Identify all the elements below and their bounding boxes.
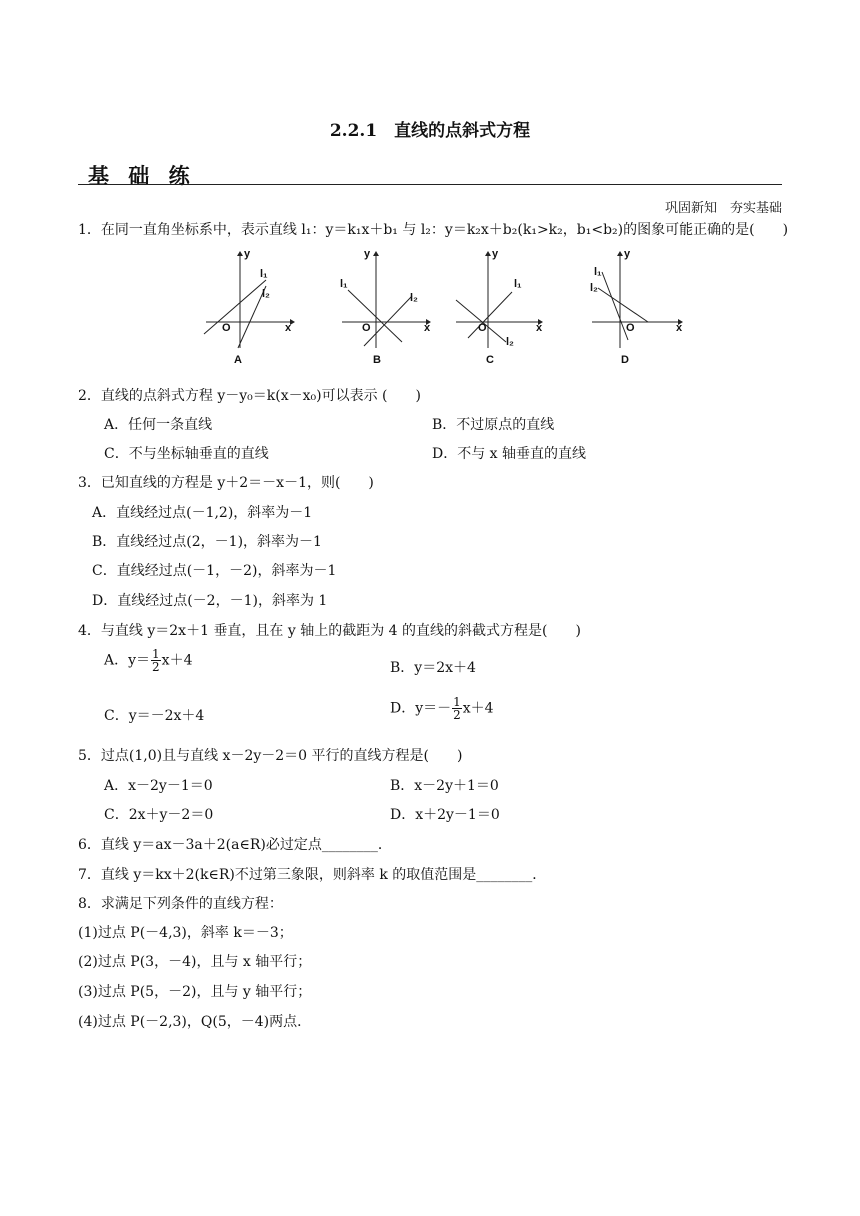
question-1: 1．在同一直角坐标系中，表示直线 l₁：y＝k₁x＋b₁ 与 l₂：y＝k₂x＋b₂(k₁>k₂，b₁<b₂)的图象可能正确的是( ) (78, 222, 789, 238)
question-4-option-c: C．y＝－2x＋4 (104, 708, 205, 724)
q4-d-prefix: D．y＝－ (390, 700, 452, 717)
question-2-option-a: A．任何一条直线 (104, 417, 213, 433)
graph-c-x-label: x (536, 322, 543, 334)
question-5-option-d: D．x＋2y－1＝0 (390, 807, 500, 823)
question-3-option-d: D．直线经过点(－2，－1)，斜率为 1 (92, 593, 328, 609)
question-5-option-a: A．x－2y－1＝0 (104, 778, 213, 794)
graph-d-l1: l₁ (594, 266, 602, 278)
question-2-option-d: D．不与 x 轴垂直的直线 (432, 446, 587, 462)
graph-d (588, 250, 688, 368)
graph-d-x-label: x (676, 322, 683, 334)
graph-a-x-label: x (285, 322, 292, 334)
graph-b-plot (336, 250, 436, 350)
question-8-part-3: (3)过点 P(5，－2)，且与 y 轴平行； (78, 984, 312, 1000)
question-4: 4．与直线 y＝2x＋1 垂直，且在 y 轴上的截距为 4 的直线的斜截式方程是( ) (78, 623, 581, 639)
graph-a-label: A (234, 354, 242, 366)
question-8-part-4: (4)过点 P(－2,3)，Q(5，－4)两点． (78, 1014, 312, 1030)
graph-c-label: C (486, 354, 494, 366)
question-4-option-b: B．y＝2x＋4 (390, 660, 476, 676)
graph-d-y-label: y (624, 248, 631, 260)
graph-b-y-label: y (364, 248, 371, 260)
q4-a-prefix: A．y＝ (104, 652, 151, 669)
graph-c-plot (452, 250, 552, 350)
graph-b-l2: l₂ (410, 292, 418, 304)
graph-d-l2: l₂ (590, 282, 598, 294)
question-5: 5．过点(1,0)且与直线 x－2y－2＝0 平行的直线方程是( ) (78, 748, 463, 764)
question-8-part-1: (1)过点 P(－4,3)，斜率 k＝－3； (78, 925, 293, 941)
question-4-option-a (104, 648, 192, 673)
graph-a (196, 250, 296, 368)
graph-c-l2: l₂ (506, 336, 514, 348)
graph-c-y-label: y (492, 248, 499, 260)
question-3-option-a: A．直线经过点(－1,2)，斜率为－1 (92, 505, 313, 521)
graph-c-origin: O (478, 322, 487, 334)
question-3: 3．已知直线的方程是 y＋2＝－x－1，则( ) (78, 475, 374, 491)
graph-c-l1: l₁ (514, 278, 522, 290)
q4-d-denominator: 2 (453, 708, 461, 722)
graph-a-origin: O (222, 322, 231, 334)
graph-c (452, 250, 552, 368)
graph-d-plot (588, 250, 688, 350)
q4-a-denominator: 2 (152, 660, 160, 674)
section-divider (78, 184, 782, 185)
graph-b-origin: O (362, 322, 371, 334)
q4-a-numerator: 1 (152, 647, 160, 661)
graph-d-label: D (621, 354, 629, 366)
question-5-option-b: B．x－2y＋1＝0 (390, 778, 499, 794)
question-3-option-c: C．直线经过点(－1，－2)，斜率为－1 (92, 563, 337, 579)
graph-b (336, 250, 436, 368)
q4-a-fraction (151, 648, 161, 673)
question-3-option-b: B．直线经过点(2，－1)，斜率为－1 (92, 534, 322, 550)
question-5-option-c: C．2x＋y－2＝0 (104, 807, 214, 823)
graph-a-y-label: y (244, 248, 251, 260)
graph-d-origin: O (626, 322, 635, 334)
question-8-part-2: (2)过点 P(3，－4)，且与 x 轴平行； (78, 954, 312, 970)
q4-d-suffix: x＋4 (462, 700, 494, 717)
graph-a-l2: l₂ (262, 288, 270, 300)
q4-d-fraction (452, 696, 462, 721)
page-title: 2.2.1 直线的点斜式方程 (329, 121, 531, 141)
section-heading: 基 础 练 (88, 164, 196, 188)
q4-a-suffix: x＋4 (161, 652, 193, 669)
question-2-option-b: B．不过原点的直线 (432, 417, 555, 433)
q4-d-numerator: 1 (453, 695, 461, 709)
section-tagline: 巩固新知 夯实基础 (664, 201, 782, 216)
question-7: 7．直线 y＝kx＋2(k∈R)不过第三象限，则斜率 k 的取值范围是________． (78, 867, 547, 883)
question-6: 6．直线 y＝ax－3a＋2(a∈R)必过定点________． (78, 837, 392, 853)
graph-b-label: B (373, 354, 381, 366)
graph-a-plot (196, 250, 296, 350)
question-4-option-d (390, 696, 494, 721)
question-2: 2．直线的点斜式方程 y－y₀＝k(x－x₀)可以表示 ( ) (78, 388, 421, 404)
graph-a-l1: l₁ (260, 268, 268, 280)
graph-b-l1: l₁ (340, 278, 348, 290)
question-8: 8．求满足下列条件的直线方程： (78, 896, 283, 912)
graph-b-x-label: x (424, 322, 431, 334)
question-2-option-c: C．不与坐标轴垂直的直线 (104, 446, 269, 462)
